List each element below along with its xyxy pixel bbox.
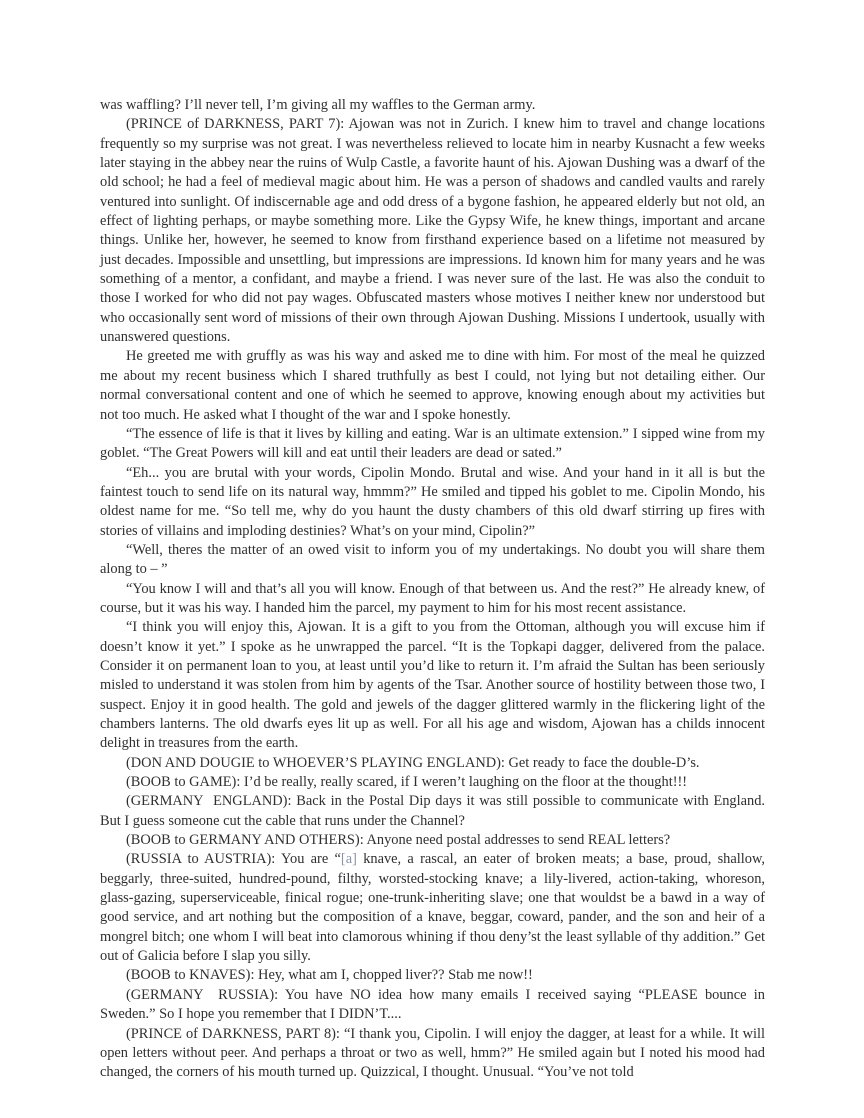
paragraph-prince-of-darkness-part-7: (PRINCE of DARKNESS, PART 7): Ajowan was not in Zurich. I knew him to travel and change locations frequently so my surprise was not great. I was nevertheless relieved to locate him in nearby Kusnacht a few weeks later staying in the abbey near the ruins of Wulp Castle, a favorite haunt of his. Ajowan Dushing was a dwarf of the old school; he had a feel of medieval magic about him. He was a person of shadows and candled vaults and rarely ventured into sunlight. Of indiscernable age and odd dress of a bygone fashion, he appeared elderly but not old, an effect of lighting perhaps, or maybe something more. Like the Gypsy Wife, he knew things, important and arcane things. Unlike her, however, he seemed to know from firsthand experience based on a lifetime not measured by just decades. Impossible and unsettling, but impressions are impressions. Id known him for many years and he was something of a mentor, a confidant, and maybe a friend. I was never sure of the last. He was also the conduit to those I worked for who did not pay wages. Obfuscated masters whose motives I neither knew nor understood but who occasionally sent word of missions of their own through Ajowan Dushing. Missions I undertook, usually with unanswered questions. <box>100 116 765 346</box>
paragraph-topkapi-dagger: “I think you will enjoy this, Ajowan. It is a gift to you from the Ottoman, although you will excuse him if doesn’t know it yet.” I spoke as he unwrapped the parcel. “It is the Topkapi dagger, delivered from the palace. Consider it on permanent loan to you, at least until you’d like to return it. I’m afraid the Sultan has been seriously misled to understand it was stolen from him by agents of the Tsar. Another source of hostility between those two, I suspect. Enjoy it in good health. The gold and jewels of the dagger glittered warmly in the flickering light of the chambers lanterns. The old dwarfs eyes lit up as well. For all his age and wisdom, Ajowan has a childs innocent delight in treasures from the earth. <box>100 619 765 752</box>
editorial-bracket-a: [a] <box>340 851 357 868</box>
russia-quote-opening: (RUSSIA to AUSTRIA): You are “ <box>126 851 341 868</box>
paragraph-boob-to-knaves: (BOOB to KNAVES): Hey, what am I, chopped liver?? Stab me now!! <box>126 967 533 984</box>
paragraph-russia-to-austria <box>100 850 765 966</box>
paragraph-eh-brutal-words: “Eh... you are brutal with your words, Cipolin Mondo. Brutal and wise. And your hand in it all is but the faintest touch to send life on its natural way, hmmm?” He smiled and tipped his goblet to me. Cipolin Mondo, his oldest name for me. “So tell me, why do you haunt the dusty chambers of this old dwarf stirring up fires with stories of villains and imploding destinies? What’s on your mind, Cipolin?” <box>100 464 765 539</box>
paragraph-dinner-greeting: He greeted me with gruffly as was his way and asked me to dine with him. For most of the meal he quizzed me about my recent business which I shared truthfully as best I could, not lying but not detailing either. Our normal conversational content and one of which he seemed to approve, knowing enough about my activities but not too much. He asked what I thought of the war and I spoke honestly. <box>100 348 765 423</box>
paragraph-boob-to-game: (BOOB to GAME): I’d be really, really scared, if I weren’t laughing on the floor at the thought!!! <box>126 774 688 791</box>
paragraph-don-and-dougie: (DON AND DOUGIE to WHOEVER’S PLAYING ENGLAND): Get ready to face the double-D’s. <box>126 754 700 771</box>
paragraph-continuation: was waffling? I’ll never tell, I’m giving all my waffles to the German army. <box>100 97 536 113</box>
paragraph-germany-england: (GERMANY ENGLAND): Back in the Postal Dip days it was still possible to communicate with England. But I guess someone cut the cable that runs under the Channel? <box>100 793 765 829</box>
paragraph-prince-of-darkness-part-8: (PRINCE of DARKNESS, PART 8): “I thank you, Cipolin. I will enjoy the dagger, at least for a while. It will open letters without peer. And perhaps a throat or two as well, hmm?” He smiled again but I noted his mood had changed, the corners of his mouth turned up. Quizzical, I thought. Unusual. “You’ve not told <box>100 1025 765 1081</box>
russia-quote-body: knave, a rascal, an eater of broken meats; a base, proud, shallow, beggarly, three-suited, hundred-pound, filthy, worsted-stocking knave; a lily-livered, action-taking, whoreson, glass-gazing, superserviceable, finical rogue; one-trunk-inheriting slave; one that wouldst be a bawd in a way of good service, and art nothing but the composition of a knave, beggar, coward, pander, and the son and heir of a mongrel bitch; one whom I will beat into clamorous whining if thou deny’st the least syllable of thy addition.” Get out of Galicia before I slap you silly. <box>100 851 766 965</box>
paragraph-essence-of-life-quote: “The essence of life is that it lives by killing and eating. War is an ultimate extension.” I sipped wine from my goblet. “The Great Powers will kill and eat until their leaders are dead or sated.” <box>100 425 765 462</box>
paragraph-you-know-i-will: “You know I will and that’s all you will know. Enough of that between us. And the rest?” He already knew, of course, but it was his way. I handed him the parcel, my payment to him for his most recent assistance. <box>100 580 765 616</box>
paragraph-owed-visit: “Well, theres the matter of an owed visit to inform you of my undertakings. No doubt you will share them along to – ” <box>100 541 765 578</box>
paragraph-boob-to-germany-and-others: (BOOB to GERMANY AND OTHERS): Anyone need postal addresses to send REAL letters? <box>126 832 671 849</box>
document-text-block <box>100 96 765 1083</box>
paragraph-germany-russia: (GERMANY RUSSIA): You have NO idea how many emails I received saying “PLEASE bounce in Sweden.” So I hope you remember that I DIDN’T.... <box>100 986 765 1023</box>
